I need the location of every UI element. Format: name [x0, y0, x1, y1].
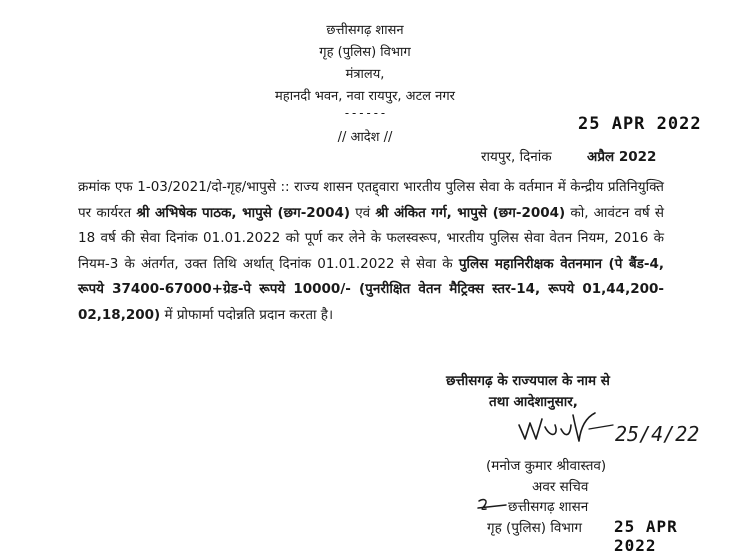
header-divider: ------: [343, 106, 387, 120]
handwritten-date: 25/4/22: [615, 422, 700, 446]
order-title: // आदेश //: [337, 130, 393, 145]
body-text-2: एवं: [350, 204, 376, 221]
body-text-3: को, आवंटन वर्ष से 18 वर्ष की सेवा दिनांक 01.01.2022 को पूर्ण कर लेने के फलस्वरूप, भारतीय पुलिस सेवा वेतन नियम, 2016 के नियम-3 के अंतर्गत, उक्त तिथि अर्थात् दिनांक 01.01.2022 से सेवा के: [78, 204, 664, 272]
place-date-label: रायपुर, दिनांक: [481, 149, 552, 165]
body-text-4: में प्रोफार्मा पदोन्नति प्रदान करता है।: [160, 306, 334, 323]
signature-strokes: [519, 413, 595, 441]
officer-2: श्री अंकित गर्ग, भापुसे (छग-2004): [375, 204, 566, 221]
pay-scale: पुलिस महानिरीक्षक वेतनमान (पे बैंड-4, रूपये 37400-67000+ग्रेड-पे रूपये 10000/- (पुनरीक्षित वेतन मैट्रिक्स स्तर-14, रूपये 01,44,200-02,18,200): [78, 255, 664, 323]
signatory-name: (मनोज कुमार श्रीवास्तव): [486, 458, 607, 474]
handwritten-mark-icon: [476, 496, 508, 514]
body-text-1: क्रमांक एफ 1-03/2021/दो-गृह/भापुसे :: राज्य शासन एतद्द्वारा भारतीय पुलिस सेवा के वर्तमान में केन्द्रीय प्रतिनियुक्ति पर कार्यरत: [78, 179, 664, 221]
handwritten-signature: [515, 405, 705, 455]
signature-authority-line2: तथा आदेशानुसार,: [489, 394, 578, 410]
order-body-paragraph: [78, 175, 664, 328]
date-value: अप्रैल 2022: [587, 149, 657, 165]
received-stamp-bottom: 25 APR 2022: [614, 517, 678, 555]
officer-1: श्री अभिषेक पाठक, भापुसे (छग-2004): [136, 204, 351, 221]
header-department: गृह (पुलिस) विभाग: [319, 45, 411, 60]
handwritten-mark-stroke: [478, 500, 506, 510]
signatory-designation: अवर सचिव: [532, 479, 589, 495]
header-address: महानदी भवन, नवा रायपुर, अटल नगर: [275, 89, 455, 104]
header-government: छत्तीसगढ़ शासन: [326, 23, 404, 38]
received-stamp-top: 25 APR 2022: [578, 114, 702, 134]
signature-authority-line1: छत्तीसगढ़ के राज्यपाल के नाम से: [446, 373, 610, 389]
signatory-department: गृह (पुलिस) विभाग: [487, 520, 582, 536]
signature-underline: [589, 425, 613, 429]
signatory-government: छत्तीसगढ़ शासन: [508, 499, 589, 515]
header-office: मंत्रालय,: [345, 67, 385, 82]
